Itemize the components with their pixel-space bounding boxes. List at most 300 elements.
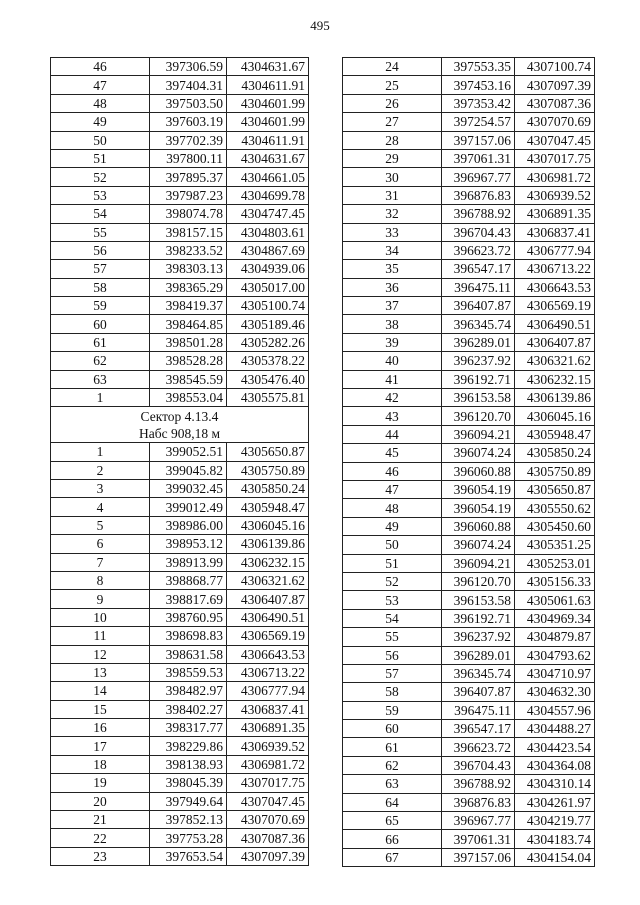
point-number: 54: [51, 205, 150, 223]
x-coordinate: 396192.71: [442, 609, 515, 627]
y-coordinate: 4306777.94: [227, 682, 309, 700]
x-coordinate: 396192.71: [442, 370, 515, 388]
right-table-rows: [343, 58, 595, 867]
y-coordinate: 4305750.89: [515, 462, 595, 480]
y-coordinate: 4306981.72: [227, 755, 309, 773]
point-number: 16: [51, 719, 150, 737]
y-coordinate: 4305850.24: [515, 444, 595, 462]
x-coordinate: 398953.12: [150, 535, 227, 553]
table-row: [343, 812, 595, 830]
point-number: 23: [51, 847, 150, 865]
point-number: 51: [343, 554, 442, 572]
y-coordinate: 4305450.60: [515, 517, 595, 535]
y-coordinate: 4304364.08: [515, 756, 595, 774]
y-coordinate: 4306139.86: [227, 535, 309, 553]
table-row: [343, 149, 595, 167]
point-number: 48: [343, 499, 442, 517]
point-number: 50: [51, 131, 150, 149]
y-coordinate: 4307017.75: [227, 774, 309, 792]
y-coordinate: 4306490.51: [227, 608, 309, 626]
x-coordinate: 396153.58: [442, 591, 515, 609]
y-coordinate: 4306232.15: [227, 553, 309, 571]
point-number: 30: [343, 168, 442, 186]
point-number: 43: [343, 407, 442, 425]
point-number: 48: [51, 94, 150, 112]
table-row: [343, 223, 595, 241]
table-row: [343, 76, 595, 94]
x-coordinate: 398419.37: [150, 297, 227, 315]
table-row: [51, 278, 309, 296]
y-coordinate: 4304154.04: [515, 848, 595, 866]
y-coordinate: 4305948.47: [515, 425, 595, 443]
y-coordinate: 4305476.40: [227, 370, 309, 388]
y-coordinate: 4306713.22: [515, 260, 595, 278]
y-coordinate: 4306232.15: [515, 370, 595, 388]
table-row: [343, 315, 595, 333]
table-row: [51, 205, 309, 223]
sector-subtitle-row: [51, 425, 309, 443]
x-coordinate: 398501.28: [150, 333, 227, 351]
point-number: 24: [343, 58, 442, 76]
y-coordinate: 4304803.61: [227, 223, 309, 241]
table-row: [51, 315, 309, 333]
x-coordinate: 396547.17: [442, 260, 515, 278]
x-coordinate: 398138.93: [150, 755, 227, 773]
point-number: 6: [51, 535, 150, 553]
table-row: [51, 590, 309, 608]
table-row: [343, 131, 595, 149]
table-row: [51, 535, 309, 553]
table-row: [343, 444, 595, 462]
point-number: 57: [51, 260, 150, 278]
x-coordinate: 396237.92: [442, 628, 515, 646]
table-row: [343, 848, 595, 866]
x-coordinate: 397702.39: [150, 131, 227, 149]
y-coordinate: 4304488.27: [515, 720, 595, 738]
x-coordinate: 397852.13: [150, 811, 227, 829]
y-coordinate: 4305100.74: [227, 297, 309, 315]
table-row: [343, 536, 595, 554]
point-number: 33: [343, 223, 442, 241]
left-table-rows-top: [51, 58, 309, 407]
table-row: [343, 462, 595, 480]
sector-title-row: [51, 407, 309, 425]
point-number: 22: [51, 829, 150, 847]
table-row: [343, 480, 595, 498]
y-coordinate: 4307087.36: [515, 94, 595, 112]
table-row: [343, 628, 595, 646]
table-row: [51, 260, 309, 278]
y-coordinate: 4306643.53: [227, 645, 309, 663]
table-row: [51, 297, 309, 315]
x-coordinate: 396876.83: [442, 186, 515, 204]
x-coordinate: 396289.01: [442, 646, 515, 664]
table-row: [343, 205, 595, 223]
x-coordinate: 399052.51: [150, 443, 227, 461]
y-coordinate: 4305282.26: [227, 333, 309, 351]
y-coordinate: 4306713.22: [227, 663, 309, 681]
point-number: 56: [51, 241, 150, 259]
y-coordinate: 4306939.52: [227, 737, 309, 755]
y-coordinate: 4306777.94: [515, 241, 595, 259]
table-row: [51, 131, 309, 149]
table-row: [51, 333, 309, 351]
point-number: 38: [343, 315, 442, 333]
point-number: 53: [343, 591, 442, 609]
point-number: 67: [343, 848, 442, 866]
point-number: 46: [51, 58, 150, 76]
point-number: 46: [343, 462, 442, 480]
point-number: 62: [343, 756, 442, 774]
y-coordinate: 4304710.97: [515, 664, 595, 682]
y-coordinate: 4304631.67: [227, 149, 309, 167]
x-coordinate: 396788.92: [442, 205, 515, 223]
table-row: [51, 241, 309, 259]
x-coordinate: 398553.04: [150, 389, 227, 407]
point-number: 52: [343, 572, 442, 590]
point-number: 31: [343, 186, 442, 204]
y-coordinate: 4304183.74: [515, 830, 595, 848]
table-row: [343, 738, 595, 756]
y-coordinate: 4306139.86: [515, 389, 595, 407]
point-number: 57: [343, 664, 442, 682]
point-number: 63: [51, 370, 150, 388]
table-row: [343, 499, 595, 517]
x-coordinate: 398868.77: [150, 571, 227, 589]
table-row: [343, 389, 595, 407]
table-row: [51, 370, 309, 388]
y-coordinate: 4304261.97: [515, 793, 595, 811]
x-coordinate: 396054.19: [442, 480, 515, 498]
y-coordinate: 4304632.30: [515, 683, 595, 701]
table-row: [51, 389, 309, 407]
point-number: 60: [51, 315, 150, 333]
x-coordinate: 398229.86: [150, 737, 227, 755]
x-coordinate: 397987.23: [150, 186, 227, 204]
x-coordinate: 397453.16: [442, 76, 515, 94]
table-row: [51, 113, 309, 131]
coordinates-table-left: [50, 57, 309, 866]
y-coordinate: 4304423.54: [515, 738, 595, 756]
point-number: 1: [51, 443, 150, 461]
point-number: 59: [343, 701, 442, 719]
x-coordinate: 397061.31: [442, 149, 515, 167]
table-row: [343, 58, 595, 76]
table-row: [51, 811, 309, 829]
point-number: 56: [343, 646, 442, 664]
table-row: [51, 186, 309, 204]
point-number: 42: [343, 389, 442, 407]
table-row: [343, 756, 595, 774]
point-number: 34: [343, 241, 442, 259]
y-coordinate: 4304699.78: [227, 186, 309, 204]
table-row: [51, 663, 309, 681]
coordinates-table-right: [342, 57, 595, 867]
table-row: [51, 498, 309, 516]
y-coordinate: 4304939.06: [227, 260, 309, 278]
x-coordinate: 397603.19: [150, 113, 227, 131]
table-row: [51, 719, 309, 737]
x-coordinate: 398817.69: [150, 590, 227, 608]
y-coordinate: 4305189.46: [227, 315, 309, 333]
x-coordinate: 397061.31: [442, 830, 515, 848]
x-coordinate: 396704.43: [442, 223, 515, 241]
table-row: [51, 168, 309, 186]
y-coordinate: 4306045.16: [515, 407, 595, 425]
table-row: [343, 168, 595, 186]
table-row: [51, 737, 309, 755]
table-row: [343, 701, 595, 719]
y-coordinate: 4304601.99: [227, 94, 309, 112]
y-coordinate: 4306643.53: [515, 278, 595, 296]
y-coordinate: 4304661.05: [227, 168, 309, 186]
table-row: [343, 830, 595, 848]
table-row: [343, 407, 595, 425]
x-coordinate: 398074.78: [150, 205, 227, 223]
y-coordinate: 4307070.69: [515, 113, 595, 131]
table-row: [51, 700, 309, 718]
x-coordinate: 398157.15: [150, 223, 227, 241]
table-row: [51, 792, 309, 810]
table-row: [343, 370, 595, 388]
y-coordinate: 4307047.45: [227, 792, 309, 810]
point-number: 47: [343, 480, 442, 498]
y-coordinate: 4305061.63: [515, 591, 595, 609]
x-coordinate: 396623.72: [442, 738, 515, 756]
table-row: [51, 94, 309, 112]
point-number: 40: [343, 352, 442, 370]
y-coordinate: 4304867.69: [227, 241, 309, 259]
x-coordinate: 398528.28: [150, 352, 227, 370]
y-coordinate: 4305017.00: [227, 278, 309, 296]
x-coordinate: 396153.58: [442, 389, 515, 407]
point-number: 5: [51, 516, 150, 534]
point-number: 41: [343, 370, 442, 388]
sector-heading: [51, 407, 309, 443]
y-coordinate: 4306407.87: [515, 333, 595, 351]
point-number: 35: [343, 260, 442, 278]
y-coordinate: 4306939.52: [515, 186, 595, 204]
table-row: [51, 847, 309, 865]
point-number: 28: [343, 131, 442, 149]
point-number: 52: [51, 168, 150, 186]
x-coordinate: 396120.70: [442, 572, 515, 590]
x-coordinate: 397157.06: [442, 131, 515, 149]
x-coordinate: 396094.21: [442, 554, 515, 572]
table-row: [343, 554, 595, 572]
table-row: [51, 443, 309, 461]
table-row: [343, 609, 595, 627]
y-coordinate: 4304219.77: [515, 812, 595, 830]
y-coordinate: 4306891.35: [515, 205, 595, 223]
y-coordinate: 4306981.72: [515, 168, 595, 186]
x-coordinate: 396876.83: [442, 793, 515, 811]
y-coordinate: 4305650.87: [227, 443, 309, 461]
x-coordinate: 396547.17: [442, 720, 515, 738]
x-coordinate: 396704.43: [442, 756, 515, 774]
table-row: [343, 664, 595, 682]
y-coordinate: 4306891.35: [227, 719, 309, 737]
point-number: 21: [51, 811, 150, 829]
x-coordinate: 396060.88: [442, 462, 515, 480]
y-coordinate: 4305253.01: [515, 554, 595, 572]
x-coordinate: 396074.24: [442, 536, 515, 554]
y-coordinate: 4306569.19: [227, 627, 309, 645]
table-row: [343, 297, 595, 315]
table-row: [343, 683, 595, 701]
x-coordinate: 396237.92: [442, 352, 515, 370]
point-number: 20: [51, 792, 150, 810]
sector-subtitle: Набс 908,18 м: [51, 425, 309, 443]
x-coordinate: 397157.06: [442, 848, 515, 866]
x-coordinate: 398559.53: [150, 663, 227, 681]
x-coordinate: 397800.11: [150, 149, 227, 167]
point-number: 49: [343, 517, 442, 535]
point-number: 50: [343, 536, 442, 554]
x-coordinate: 398402.27: [150, 700, 227, 718]
page-number: 495: [310, 18, 330, 33]
y-coordinate: 4304611.91: [227, 76, 309, 94]
x-coordinate: 397503.50: [150, 94, 227, 112]
y-coordinate: 4304969.34: [515, 609, 595, 627]
sector-title: Сектор 4.13.4: [51, 407, 309, 425]
table-row: [343, 113, 595, 131]
point-number: 2: [51, 461, 150, 479]
table-row: [343, 720, 595, 738]
y-coordinate: 4304747.45: [227, 205, 309, 223]
x-coordinate: 398913.99: [150, 553, 227, 571]
point-number: 55: [51, 223, 150, 241]
table-row: [51, 755, 309, 773]
point-number: 15: [51, 700, 150, 718]
y-coordinate: 4305378.22: [227, 352, 309, 370]
y-coordinate: 4305550.62: [515, 499, 595, 517]
y-coordinate: 4304611.91: [227, 131, 309, 149]
point-number: 9: [51, 590, 150, 608]
point-number: 36: [343, 278, 442, 296]
table-row: [51, 553, 309, 571]
table-row: [343, 646, 595, 664]
point-number: 66: [343, 830, 442, 848]
x-coordinate: 398317.77: [150, 719, 227, 737]
table-row: [343, 333, 595, 351]
x-coordinate: 396967.77: [442, 168, 515, 186]
y-coordinate: 4306490.51: [515, 315, 595, 333]
table-row: [343, 352, 595, 370]
x-coordinate: 396074.24: [442, 444, 515, 462]
point-number: 61: [51, 333, 150, 351]
x-coordinate: 396967.77: [442, 812, 515, 830]
table-row: [343, 278, 595, 296]
point-number: 25: [343, 76, 442, 94]
y-coordinate: 4306321.62: [227, 571, 309, 589]
x-coordinate: 398365.29: [150, 278, 227, 296]
y-coordinate: 4306407.87: [227, 590, 309, 608]
point-number: 58: [51, 278, 150, 296]
x-coordinate: 396407.87: [442, 683, 515, 701]
table-row: [343, 775, 595, 793]
x-coordinate: 396475.11: [442, 701, 515, 719]
y-coordinate: 4307097.39: [515, 76, 595, 94]
x-coordinate: 398482.97: [150, 682, 227, 700]
y-coordinate: 4307017.75: [515, 149, 595, 167]
x-coordinate: 398045.39: [150, 774, 227, 792]
table-row: [51, 479, 309, 497]
point-number: 32: [343, 205, 442, 223]
y-coordinate: 4307047.45: [515, 131, 595, 149]
table-row: [51, 76, 309, 94]
table-row: [51, 829, 309, 847]
x-coordinate: 398631.58: [150, 645, 227, 663]
x-coordinate: 398698.83: [150, 627, 227, 645]
table-row: [51, 58, 309, 76]
x-coordinate: 396120.70: [442, 407, 515, 425]
x-coordinate: 398464.85: [150, 315, 227, 333]
table-row: [343, 94, 595, 112]
table-row: [343, 241, 595, 259]
x-coordinate: 397753.28: [150, 829, 227, 847]
table-row: [51, 352, 309, 370]
table-row: [51, 682, 309, 700]
point-number: 51: [51, 149, 150, 167]
table-row: [343, 186, 595, 204]
y-coordinate: 4306321.62: [515, 352, 595, 370]
x-coordinate: 396094.21: [442, 425, 515, 443]
point-number: 12: [51, 645, 150, 663]
point-number: 65: [343, 812, 442, 830]
point-number: 61: [343, 738, 442, 756]
point-number: 26: [343, 94, 442, 112]
y-coordinate: 4307097.39: [227, 847, 309, 865]
y-coordinate: 4305750.89: [227, 461, 309, 479]
x-coordinate: 397254.57: [442, 113, 515, 131]
x-coordinate: 398986.00: [150, 516, 227, 534]
x-coordinate: 399045.82: [150, 461, 227, 479]
y-coordinate: 4305156.33: [515, 572, 595, 590]
table-row: [51, 516, 309, 534]
point-number: 58: [343, 683, 442, 701]
x-coordinate: 397553.35: [442, 58, 515, 76]
x-coordinate: 398233.52: [150, 241, 227, 259]
y-coordinate: 4307070.69: [227, 811, 309, 829]
point-number: 54: [343, 609, 442, 627]
table-row: [343, 591, 595, 609]
point-number: 27: [343, 113, 442, 131]
x-coordinate: 396345.74: [442, 664, 515, 682]
x-coordinate: 396060.88: [442, 517, 515, 535]
point-number: 7: [51, 553, 150, 571]
point-number: 44: [343, 425, 442, 443]
point-number: 49: [51, 113, 150, 131]
x-coordinate: 396623.72: [442, 241, 515, 259]
x-coordinate: 396289.01: [442, 333, 515, 351]
x-coordinate: 397353.42: [442, 94, 515, 112]
y-coordinate: 4307100.74: [515, 58, 595, 76]
point-number: 4: [51, 498, 150, 516]
y-coordinate: 4305575.81: [227, 389, 309, 407]
x-coordinate: 397653.54: [150, 847, 227, 865]
x-coordinate: 398545.59: [150, 370, 227, 388]
left-table-rows-bottom: [51, 443, 309, 866]
table-row: [51, 571, 309, 589]
table-row: [51, 645, 309, 663]
x-coordinate: 397306.59: [150, 58, 227, 76]
point-number: 3: [51, 479, 150, 497]
y-coordinate: 4305650.87: [515, 480, 595, 498]
point-number: 63: [343, 775, 442, 793]
point-number: 10: [51, 608, 150, 626]
x-coordinate: 397949.64: [150, 792, 227, 810]
